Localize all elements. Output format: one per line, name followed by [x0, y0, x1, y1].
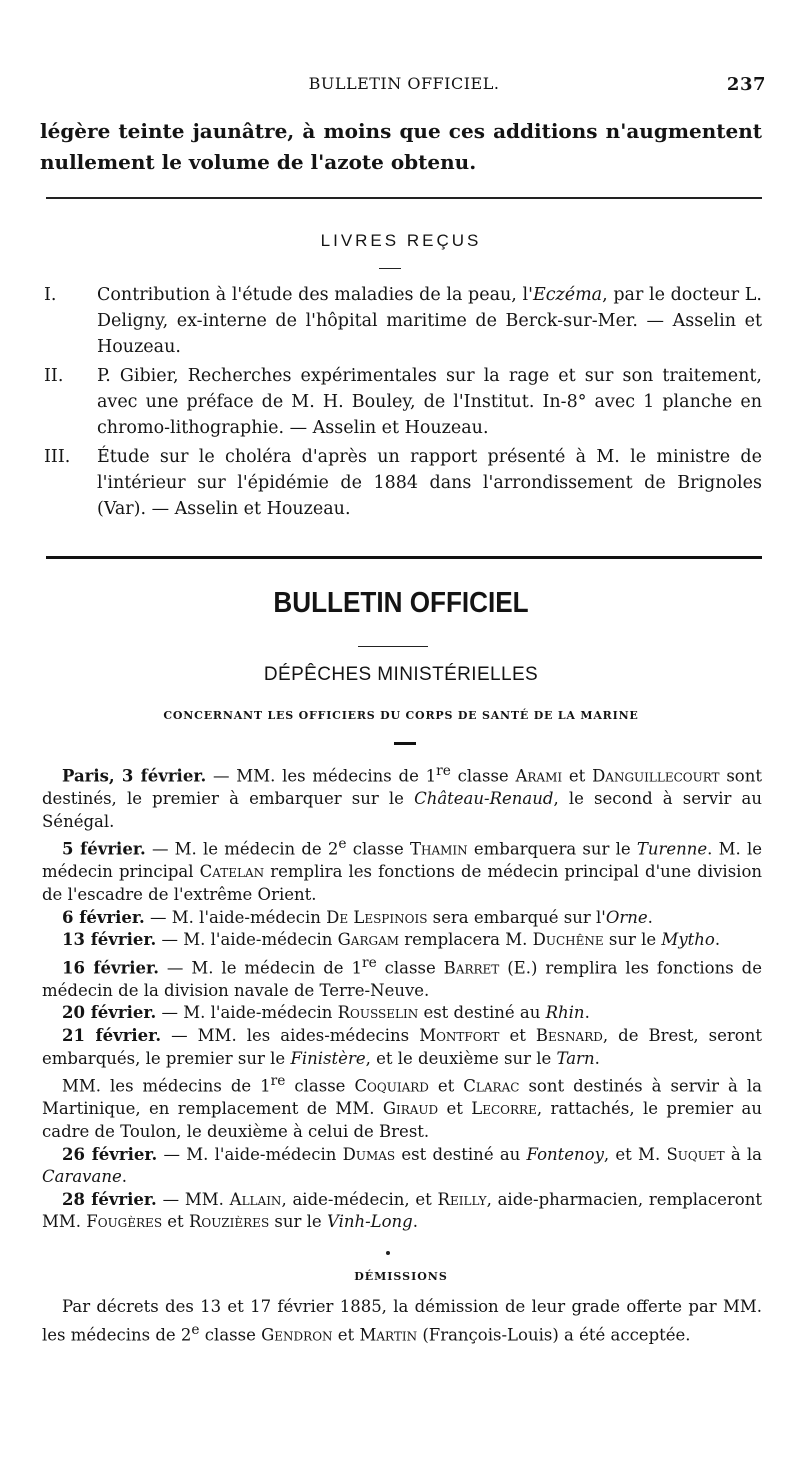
text-run: . M. le médecin principal: [42, 839, 763, 882]
person-name: Suquet: [666, 1144, 725, 1164]
book-text: Contribution à l'étude des maladies de la peau, l': [97, 285, 533, 305]
dispatch-entry: [42, 952, 762, 1003]
text-run: et: [562, 766, 593, 786]
text-run: .: [714, 930, 721, 950]
bulletin-divider: [46, 556, 762, 559]
person-name: Montfort: [419, 1026, 500, 1046]
person-name: Besnard: [535, 1026, 603, 1046]
ornament-dot: [386, 1251, 390, 1255]
book-number: III.: [44, 447, 71, 467]
text-run: MM. les médecins de 1: [62, 1076, 271, 1096]
dispatch-date: 16 février.: [62, 958, 159, 978]
text-run: , et le deuxième sur le: [365, 1048, 557, 1068]
person-name: Gendron: [261, 1325, 333, 1345]
dispatch-date: 20 février.: [62, 1003, 157, 1023]
ship-name: Caravane: [42, 1167, 122, 1187]
text-run: sont destinés à servir à la Martinique, en remplacement de MM.: [42, 1076, 762, 1119]
person-name: Giraud: [382, 1099, 439, 1119]
text-run: — M. l'aide-médecin: [157, 1144, 343, 1164]
text-run: — M. l'aide-médecin: [144, 907, 327, 927]
text-run: .: [594, 1048, 600, 1068]
demissions-heading: DÉMISSIONS: [354, 1270, 448, 1283]
text-run: remplira les fonctions de médecin principal d'une division de l'escadre de l'extrême Orient.: [42, 862, 763, 904]
person-name: Fougères: [86, 1212, 163, 1232]
dispatch-list: [42, 760, 762, 1234]
dispatch-entry: [42, 1025, 762, 1070]
person-name: Catelan: [199, 862, 265, 882]
person-name: De Lespinois: [326, 907, 428, 927]
text-run: , de Brest, seront embarqués, le premier sur le: [42, 1026, 762, 1068]
book-number: II.: [44, 366, 64, 386]
dispatch-date: 13 février.: [62, 930, 157, 950]
text-run: Par décrets des 13 et 17 février 1885, la démission de leur grade offerte par MM. les médecins de 2: [42, 1297, 762, 1345]
ship-name: Finistère: [290, 1048, 366, 1068]
ship-name: Orne: [605, 907, 648, 927]
dispatch-entry: [42, 833, 762, 906]
continuation-paragraph: légère teinte jaunâtre, à moins que ces additions n'augmentent nullement le volume de l'azote obtenu.: [40, 119, 762, 174]
text-run: .: [584, 1003, 590, 1023]
page-number: 237: [726, 74, 766, 95]
ordinal-suffix: e: [338, 836, 347, 853]
section-divider: [46, 197, 762, 199]
book-list: [44, 282, 762, 525]
text-run: , et M.: [603, 1144, 667, 1164]
book-italic-title: Eczéma: [532, 285, 603, 305]
text-run: , rattachés, le premier au cadre de Toulon, le deuxième à celui de Brest.: [42, 1099, 762, 1141]
text-run: embarquera sur le: [467, 839, 637, 859]
depeches-title: DÉPÊCHES MINISTÉRIELLES: [263, 664, 539, 685]
text-run: remplacera M.: [399, 930, 533, 950]
book-entry: [44, 282, 762, 360]
person-name: Barret: [443, 958, 500, 978]
person-name: Lecorre: [471, 1099, 537, 1119]
text-run: sera embarqué sur l': [427, 907, 606, 927]
ordinal-suffix: re: [436, 763, 451, 779]
heading-dash: [379, 268, 401, 269]
text-run: — M. le médecin de 1: [158, 958, 362, 978]
person-name: Danguillecourt: [592, 766, 720, 786]
depeches-subtitle: CONCERNANT LES OFFICIERS DU CORPS DE SANTÉ DE LA MARINE: [163, 709, 639, 722]
book-text: P. Gibier, Recherches expérimentales sur la rage et sur son traitement, avec une préface de M. H. Bouley, de l'Institut. In-8° avec 1 planche en chromo-lithographie. — Asselin et Houzeau.: [97, 366, 762, 438]
ship-name: Fontenoy: [526, 1144, 604, 1164]
dispatch-date: Paris, 3 février.: [62, 766, 207, 786]
dispatch-date: 28 février.: [62, 1189, 157, 1209]
text-run: et: [428, 1076, 464, 1096]
text-run: .: [121, 1167, 127, 1187]
text-run: , le second à servir au Sénégal.: [42, 789, 762, 831]
running-title: BULLETIN OFFICIEL.: [308, 74, 500, 93]
person-name: Coquiard: [354, 1076, 429, 1096]
dispatch-entry: [42, 1002, 762, 1025]
text-run: et: [162, 1212, 189, 1232]
text-run: .: [412, 1212, 418, 1232]
ordinal-suffix: re: [270, 1073, 286, 1090]
person-name: Rousselin: [337, 1003, 419, 1023]
dispatch-date: 6 février.: [62, 907, 145, 927]
text-run: , aide-médecin, et: [281, 1189, 438, 1209]
dispatch-entry: [42, 1144, 762, 1189]
person-name: Rouzières: [188, 1212, 270, 1232]
person-name: Dumas: [342, 1144, 396, 1164]
person-name: Martin: [359, 1325, 418, 1345]
person-name: Gargam: [337, 930, 400, 950]
text-run: sur le: [269, 1212, 327, 1232]
dispatch-entry: [42, 907, 762, 930]
book-entry: [44, 444, 762, 522]
text-run: classe: [450, 766, 516, 786]
text-run: sont destinés, le premier à embarquer sur le: [42, 766, 762, 809]
text-run: classe: [346, 839, 410, 859]
text-run: et: [332, 1325, 360, 1345]
book-text: Étude sur le choléra d'après un rapport présenté à M. le ministre de l'intérieur sur l'épidémie de 1884 dans l'arrondissement de Brignoles (Var). — Asselin et Houzeau.: [97, 447, 762, 519]
text-run: est destiné au: [418, 1003, 546, 1023]
text-run: , aide-pharmacien, remplaceront MM.: [42, 1189, 762, 1232]
dispatch-entry: [42, 929, 762, 952]
text-run: classe: [376, 958, 444, 978]
text-run: — M. le médecin de 2: [145, 839, 339, 859]
text-run: — M. l'aide-médecin: [156, 1003, 338, 1023]
text-run: (François-Louis) a été acceptée.: [417, 1325, 691, 1345]
person-name: Arami: [515, 766, 563, 786]
book-number: I.: [44, 285, 57, 305]
book-entry: [44, 363, 762, 441]
ship-name: Turenne: [636, 839, 708, 859]
dispatch-date: 5 février.: [62, 839, 146, 859]
text-run: sur le: [603, 930, 662, 950]
person-name: Reilly: [437, 1189, 487, 1209]
bulletin-title: BULLETIN OFFICIEL: [273, 587, 529, 619]
text-run: et: [438, 1099, 472, 1119]
ordinal-suffix: e: [191, 1321, 200, 1338]
ship-name: Tarn: [556, 1048, 595, 1068]
title-underline: [358, 646, 428, 647]
dispatch-entry: [42, 760, 762, 833]
page-header: [42, 68, 766, 98]
ship-name: Rhin: [545, 1003, 585, 1023]
text-run: classe: [199, 1325, 262, 1345]
ship-name: Château-Renaud: [414, 789, 554, 809]
book-text: , par le docteur L. Deligny, ex-interne de l'hôpital maritime de Berck-sur-Mer. — Asselin et Houzeau.: [97, 285, 762, 357]
text-run: à la: [724, 1144, 763, 1164]
person-name: Thamin: [409, 839, 468, 859]
person-name: Clarac: [463, 1076, 520, 1096]
ordinal-suffix: re: [362, 954, 377, 971]
ornament-bar: [394, 742, 416, 745]
text-run: — MM. les médecins de 1: [206, 766, 437, 786]
text-run: — MM.: [156, 1189, 230, 1209]
dispatch-date: 26 février.: [62, 1144, 158, 1164]
text-run: et: [499, 1026, 536, 1046]
person-name: Allain: [229, 1189, 282, 1209]
text-run: classe: [285, 1076, 355, 1096]
demissions-paragraph: [42, 1296, 762, 1347]
dispatch-entry: [42, 1070, 762, 1143]
ship-name: Vinh-Long: [326, 1212, 413, 1232]
text-run: est destiné au: [395, 1144, 527, 1164]
text-run: — MM. les aides-médecins: [161, 1026, 420, 1046]
text-run: (E.) remplira les fonctions de médecin de la division navale de Terre-Neuve.: [42, 958, 762, 1000]
person-name: Duchêne: [532, 930, 604, 950]
text-run: — M. l'aide-médecin: [156, 930, 338, 950]
dispatch-date: 21 février.: [62, 1026, 162, 1046]
dispatch-entry: [42, 1189, 762, 1234]
livres-heading: LIVRES REÇUS: [320, 231, 482, 250]
text-run: .: [647, 907, 653, 927]
ship-name: Mytho: [661, 930, 715, 950]
